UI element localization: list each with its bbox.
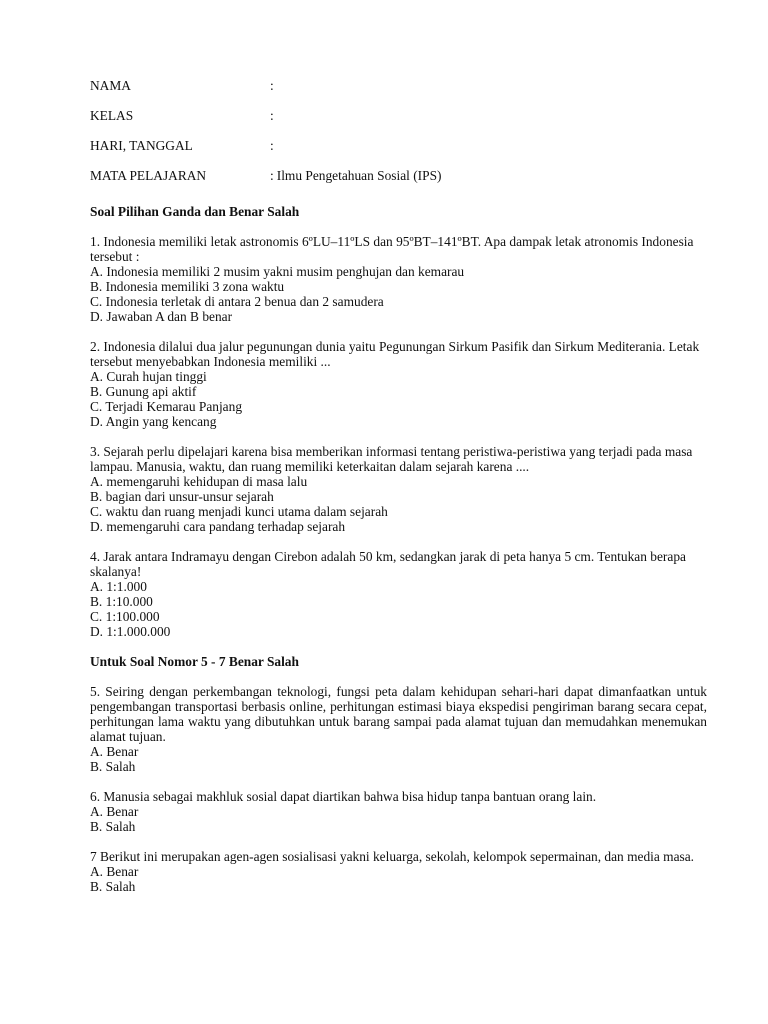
section-title-multiple-choice: Soal Pilihan Ganda dan Benar Salah [90,204,300,219]
document-page [90,78,707,909]
option-a: A. memengaruhi kehidupan di masa lalu [90,474,308,489]
option-b: B. Salah [90,759,136,774]
option-d: D. 1:1.000.000 [90,624,171,639]
question-text: 5. Seiring dengan perkembangan teknologi, fungsi peta dalam kehidupan sehari-hari dapat dimanfaatkan untuk pengembangan transportasi berbasis online, perhitungan estimasi biaya ekspedisi pengiriman barang secara cepat, perhitungan lama waktu yang dibutuhkan untuk barang sampai pada alamat tujuan dan memudahkan menemukan alamat tujuan. [90,684,707,744]
option-list [90,264,707,324]
identity-label: NAMA [90,78,131,93]
option-list [90,474,707,534]
question-3 [90,444,707,534]
option-a: A. Benar [90,804,139,819]
question-4 [90,549,707,639]
question-5 [90,684,707,774]
option-b: B. bagian dari unsur-unsur sejarah [90,489,274,504]
option-c: C. Indonesia terletak di antara 2 benua dan 2 samudera [90,294,384,309]
option-b: B. Gunung api aktif [90,384,197,399]
question-text: 4. Jarak antara Indramayu dengan Cirebon adalah 50 km, sedangkan jarak di peta hanya 5 cm. Tentukan berapa skalanya! [90,549,686,579]
question-1 [90,234,707,324]
option-a: A. Benar [90,864,139,879]
identity-value: Ilmu Pengetahuan Sosial (IPS) [276,168,442,183]
option-a: A. Indonesia memiliki 2 musim yakni musim penghujan dan kemarau [90,264,465,279]
option-list [90,579,707,639]
option-d: D. Jawaban A dan B benar [90,309,233,324]
question-6 [90,789,707,834]
identity-separator: : [270,168,274,183]
question-text: 6. Manusia sebagai makhluk sosial dapat diartikan bahwa bisa hidup tanpa bantuan orang lain. [90,789,597,804]
question-text: 3. Sejarah perlu dipelajari karena bisa memberikan informasi tentang peristiwa-peristiwa yang terjadi pada masa lampau. Manusia, waktu, dan ruang memiliki keterkaitan dalam sejarah karena .... [90,444,693,474]
option-b: B. 1:10.000 [90,594,153,609]
option-list [90,369,707,429]
identity-row-subject [90,168,707,198]
identity-label: HARI, TANGGAL [90,138,193,153]
identity-row-name [90,78,707,108]
option-b: B. Salah [90,879,136,894]
identity-row-date [90,138,707,168]
option-b: B. Salah [90,819,136,834]
option-a: A. Benar [90,744,139,759]
option-list [90,804,707,834]
option-d: D. Angin yang kencang [90,414,217,429]
question-7 [90,849,707,894]
question-text: 2. Indonesia dilalui dua jalur pegunungan dunia yaitu Pegunungan Sirkum Pasifik dan Sirkum Mediterania. Letak tersebut menyebabkan Indonesia memiliki ... [90,339,700,369]
option-b: B. Indonesia memiliki 3 zona waktu [90,279,285,294]
option-d: D. memengaruhi cara pandang terhadap sejarah [90,519,346,534]
question-text: 7 Berikut ini merupakan agen-agen sosialisasi yakni keluarga, sekolah, kelompok sepermainan, dan media masa. [90,849,695,864]
section-title-true-false: Untuk Soal Nomor 5 - 7 Benar Salah [90,654,299,669]
question-text: 1. Indonesia memiliki letak astronomis 6ºLU–11ºLS dan 95ºBT–141ºBT. Apa dampak letak atronomis Indonesia tersebut : [90,234,694,264]
identity-row-class [90,108,707,138]
identity-separator: : [270,78,274,93]
identity-label: KELAS [90,108,134,123]
option-list [90,744,707,774]
identity-separator: : [270,138,274,153]
option-a: A. 1:1.000 [90,579,147,594]
option-c: C. 1:100.000 [90,609,160,624]
identity-separator: : [270,108,274,123]
option-list [90,864,707,894]
identity-label: MATA PELAJARAN [90,168,207,183]
student-identity-block [90,78,707,198]
question-2 [90,339,707,429]
option-c: C. waktu dan ruang menjadi kunci utama dalam sejarah [90,504,388,519]
option-a: A. Curah hujan tinggi [90,369,207,384]
option-c: C. Terjadi Kemarau Panjang [90,399,243,414]
